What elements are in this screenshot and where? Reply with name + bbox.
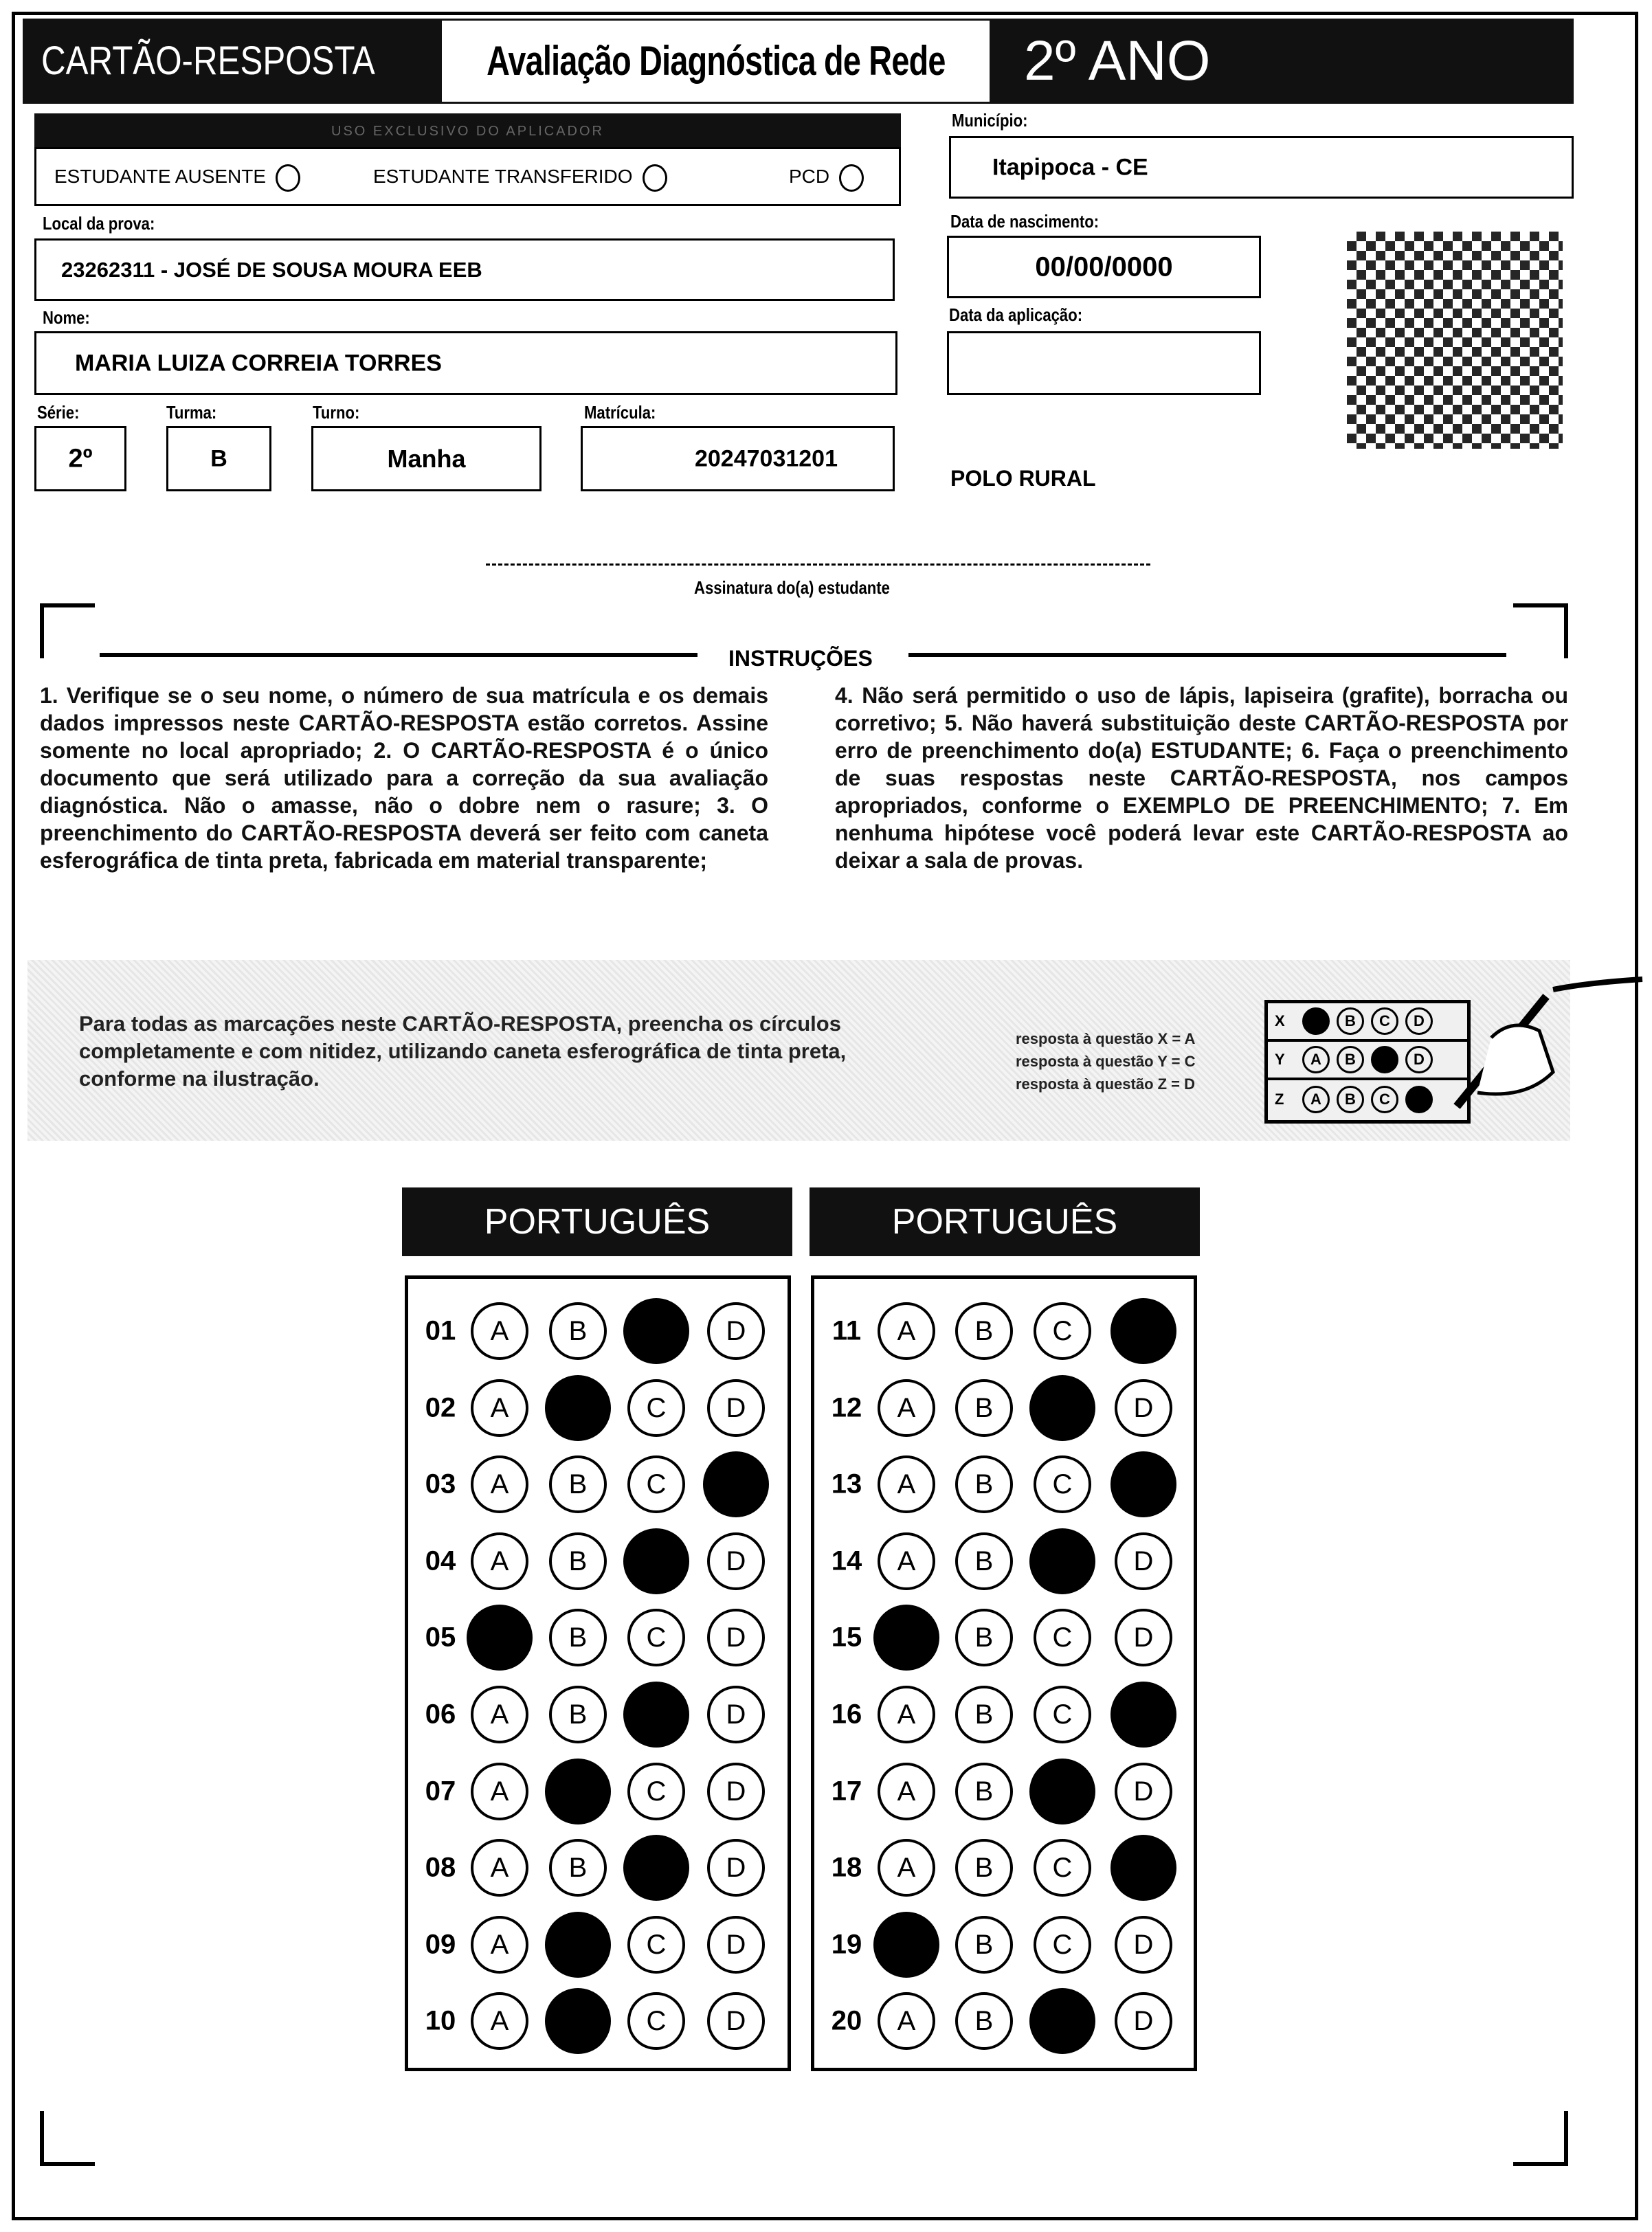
municipio-label: Município: xyxy=(952,110,1028,131)
question-number: 08 xyxy=(425,1852,456,1883)
answer-bubble-d[interactable] xyxy=(1110,1298,1176,1364)
answer-bubble-c[interactable] xyxy=(623,1682,689,1748)
answer-bubble-a[interactable]: A xyxy=(878,1992,935,2050)
answer-bubble-c[interactable]: C xyxy=(1034,1609,1091,1666)
example-question: X xyxy=(1275,1012,1285,1029)
corner-mark-br xyxy=(1513,2111,1568,2166)
answer-bubble-c[interactable] xyxy=(623,1835,689,1901)
answer-bubble-c[interactable] xyxy=(623,1298,689,1364)
question-number: 01 xyxy=(425,1315,456,1346)
section-header: PORTUGUÊS xyxy=(402,1187,792,1256)
answer-bubble-d[interactable]: D xyxy=(707,1302,765,1360)
corner-mark-tl xyxy=(40,603,95,658)
turno-value: Manha xyxy=(387,444,466,473)
answer-bubble-c[interactable]: C xyxy=(1034,1302,1091,1360)
answer-bubble-b[interactable]: B xyxy=(955,1455,1013,1513)
question-number: 09 xyxy=(425,1929,456,1960)
matricula-field xyxy=(581,426,895,491)
answer-bubble-c[interactable]: C xyxy=(1034,1455,1091,1513)
municipio-field xyxy=(949,136,1574,199)
question-number: 05 xyxy=(425,1622,456,1653)
pen-hand-icon xyxy=(1450,969,1649,1120)
absent-label: ESTUDANTE AUSENTE xyxy=(54,166,267,187)
answer-bubble-d[interactable]: D xyxy=(707,1609,765,1666)
exam-title-box xyxy=(440,19,992,104)
example-bubble: C xyxy=(1371,1007,1398,1035)
question-number: 10 xyxy=(425,2005,456,2036)
answer-bubble-c[interactable]: C xyxy=(1034,1916,1091,1974)
example-bubble: A xyxy=(1302,1046,1330,1073)
answer-bubble-a[interactable]: A xyxy=(471,1455,528,1513)
answer-bubble-d[interactable]: D xyxy=(707,1916,765,1974)
example-row xyxy=(1268,1042,1467,1080)
answer-bubble-a[interactable] xyxy=(873,1605,939,1671)
answer-bubble-d[interactable]: D xyxy=(1115,1992,1172,2050)
answer-bubble-a[interactable]: A xyxy=(471,1763,528,1820)
answer-bubble-d[interactable] xyxy=(703,1451,769,1517)
answer-bubble-b[interactable] xyxy=(545,1375,611,1441)
answer-bubble-d[interactable]: D xyxy=(707,1379,765,1437)
answer-bubble-b[interactable]: B xyxy=(549,1839,607,1897)
answer-bubble-c[interactable] xyxy=(1029,1528,1095,1594)
example-line: resposta à questão Y = C xyxy=(1016,1053,1196,1070)
answer-bubble-b[interactable]: B xyxy=(549,1609,607,1666)
question-number: 19 xyxy=(831,1929,862,1960)
card-label: CARTÃO-RESPOSTA xyxy=(41,38,375,83)
answer-bubble-b[interactable]: B xyxy=(955,1302,1013,1360)
answer-bubble-b[interactable]: B xyxy=(955,1839,1013,1897)
qr-code xyxy=(1347,232,1563,449)
local-label: Local da prova: xyxy=(43,213,155,234)
example-row xyxy=(1268,1003,1467,1042)
example-bubble xyxy=(1302,1007,1330,1035)
answer-bubble-b[interactable]: B xyxy=(955,1686,1013,1743)
answer-bubble-a[interactable]: A xyxy=(878,1763,935,1820)
nome-value: MARIA LUIZA CORREIA TORRES xyxy=(75,350,442,376)
corner-mark-tr xyxy=(1513,603,1568,658)
fill-example-text: Para todas as marcações neste CARTÃO-RESPOSTA, preencha os círculos completamente e com nitidez, utilizando caneta esferográfica de tinta preta, conforme na ilustração. xyxy=(79,1012,847,1091)
signature-line[interactable] xyxy=(486,563,1150,566)
answer-bubble-c[interactable] xyxy=(1029,1375,1095,1441)
corner-mark-bl xyxy=(40,2111,95,2166)
question-number: 18 xyxy=(831,1852,862,1883)
pcd-label: PCD xyxy=(789,166,830,187)
answer-bubble-b[interactable]: B xyxy=(549,1455,607,1513)
answer-bubble-c[interactable]: C xyxy=(627,1916,685,1974)
serie-label: Série: xyxy=(37,402,80,423)
question-number: 15 xyxy=(831,1622,862,1653)
example-bubble: A xyxy=(1302,1086,1330,1113)
example-legend xyxy=(1016,1027,1195,1095)
answer-bubble-c[interactable]: C xyxy=(1034,1686,1091,1743)
example-bubble: D xyxy=(1405,1007,1433,1035)
nascimento-label: Data de nascimento: xyxy=(950,211,1100,232)
pcd-circle[interactable] xyxy=(839,164,864,192)
answer-bubble-a[interactable]: A xyxy=(878,1686,935,1743)
serie-value: 2º xyxy=(68,444,93,473)
absent-option[interactable] xyxy=(54,149,300,204)
answer-bubble-b[interactable]: B xyxy=(549,1532,607,1590)
nascimento-field xyxy=(947,236,1261,298)
section-header: PORTUGUÊS xyxy=(810,1187,1200,1256)
local-value: 23262311 - JOSÉ DE SOUSA MOURA EEB xyxy=(61,257,482,282)
answer-bubble-d[interactable] xyxy=(1110,1451,1176,1517)
answer-bubble-a[interactable]: A xyxy=(471,1916,528,1974)
answer-bubble-a[interactable]: A xyxy=(878,1839,935,1897)
question-number: 14 xyxy=(831,1545,862,1576)
nascimento-value: 00/00/0000 xyxy=(1035,252,1173,282)
answer-bubble-a[interactable]: A xyxy=(471,1379,528,1437)
instructions-title: INSTRUÇÕES xyxy=(728,646,873,671)
example-row xyxy=(1268,1080,1467,1119)
answer-bubble-a[interactable] xyxy=(467,1605,533,1671)
question-number: 07 xyxy=(425,1776,456,1807)
answer-bubble-c[interactable]: C xyxy=(627,1455,685,1513)
answer-bubble-b[interactable]: B xyxy=(549,1302,607,1360)
example-question: Z xyxy=(1275,1091,1284,1108)
aplicacao-label: Data da aplicação: xyxy=(949,304,1083,325)
answer-bubble-b[interactable]: B xyxy=(955,1379,1013,1437)
answer-bubble-c[interactable]: C xyxy=(627,1379,685,1437)
question-number: 11 xyxy=(831,1315,862,1346)
example-bubble xyxy=(1371,1046,1398,1073)
example-grid xyxy=(1264,1000,1471,1124)
example-bubble: D xyxy=(1405,1046,1433,1073)
transferred-circle[interactable] xyxy=(643,164,667,192)
nome-label: Nome: xyxy=(43,307,90,328)
answer-bubble-d[interactable] xyxy=(1110,1682,1176,1748)
answer-bubble-c[interactable] xyxy=(1029,1759,1095,1824)
absent-circle[interactable] xyxy=(276,164,300,192)
answer-bubble-a[interactable]: A xyxy=(471,1532,528,1590)
pcd-option[interactable] xyxy=(789,149,864,204)
transferred-option[interactable] xyxy=(373,149,667,204)
answer-bubble-a[interactable]: A xyxy=(878,1455,935,1513)
local-field xyxy=(34,238,895,301)
answer-bubble-c[interactable]: C xyxy=(627,1992,685,2050)
answer-bubble-b[interactable]: B xyxy=(955,1609,1013,1666)
answer-bubble-d[interactable]: D xyxy=(707,1839,765,1897)
instructions-rule-right xyxy=(908,653,1506,657)
answer-bubble-b[interactable] xyxy=(545,1912,611,1978)
answer-bubble-b[interactable]: B xyxy=(955,1532,1013,1590)
answer-bubble-d[interactable]: D xyxy=(707,1686,765,1743)
answer-bubble-a[interactable] xyxy=(873,1912,939,1978)
example-line: resposta à questão X = A xyxy=(1016,1030,1196,1047)
municipio-value: Itapipoca - CE xyxy=(992,154,1148,180)
question-number: 06 xyxy=(425,1699,456,1730)
applicator-box xyxy=(34,147,901,206)
question-number: 12 xyxy=(831,1392,862,1423)
answer-bubble-d[interactable]: D xyxy=(707,1763,765,1820)
answer-bubble-d[interactable]: D xyxy=(1115,1532,1172,1590)
question-number: 20 xyxy=(831,2005,862,2036)
question-number: 03 xyxy=(425,1469,456,1499)
answer-bubble-a[interactable]: A xyxy=(471,1686,528,1743)
answer-bubble-a[interactable]: A xyxy=(878,1302,935,1360)
turma-label: Turma: xyxy=(166,402,217,423)
aplicacao-field[interactable] xyxy=(947,331,1261,395)
question-number: 13 xyxy=(831,1469,862,1499)
turno-field xyxy=(311,426,542,491)
example-question: Y xyxy=(1275,1051,1285,1068)
answer-bubble-a[interactable]: A xyxy=(471,1839,528,1897)
answer-bubble-d[interactable] xyxy=(1110,1835,1176,1901)
answer-bubble-a[interactable]: A xyxy=(878,1532,935,1590)
answer-bubble-b[interactable]: B xyxy=(955,1992,1013,2050)
answer-bubble-d[interactable]: D xyxy=(707,1992,765,2050)
example-bubble: C xyxy=(1371,1086,1398,1113)
question-number: 16 xyxy=(831,1699,862,1730)
answer-bubble-d[interactable]: D xyxy=(1115,1379,1172,1437)
matricula-value: 20247031201 xyxy=(694,445,838,471)
answer-bubble-a[interactable]: A xyxy=(471,1992,528,2050)
question-number: 04 xyxy=(425,1545,456,1576)
answer-bubble-b[interactable]: B xyxy=(955,1763,1013,1820)
answer-bubble-a[interactable]: A xyxy=(471,1302,528,1360)
instructions-right: 4. Não será permitido o uso de lápis, lapiseira (grafite), borracha ou corretivo; 5. Não haverá substituição deste CARTÃO-RESPOSTA por erro de preenchimento do(a) ESTUDANTE; 6. Faça o preenchimento de suas respostas neste CARTÃO-RESPOSTA, nos campos apropriados, conforme o EXEMPLO DE PREENCHIMENTO; 7. Em nenhuma hipótese você poderá levar este CARTÃO-RESPOSTA ao deixar a sala de provas. xyxy=(835,683,1568,873)
example-bubble: B xyxy=(1337,1046,1364,1073)
instructions-left: 1. Verifique se o seu nome, o número de sua matrícula e os demais dados impressos neste CARTÃO-RESPOSTA estão corretos. Assine somente no local apropriado; 2. O CARTÃO-RESPOSTA é o único documento que será utilizado para a correção da sua avaliação diagnóstica. Não o amasse, não o dobre nem o rasure; 3. O preenchimento do CARTÃO-RESPOSTA deverá ser feito com caneta esferográfica de tinta preta, fabricada em material transparente; xyxy=(40,683,768,873)
answer-bubble-a[interactable]: A xyxy=(878,1379,935,1437)
answer-bubble-c[interactable]: C xyxy=(1034,1839,1091,1897)
example-bubble xyxy=(1405,1086,1433,1113)
answer-bubble-c[interactable] xyxy=(623,1528,689,1594)
grade-label: 2º ANO xyxy=(1024,30,1211,92)
answer-bubble-d[interactable]: D xyxy=(1115,1916,1172,1974)
example-bubble: B xyxy=(1337,1007,1364,1035)
signature-label: Assinatura do(a) estudante xyxy=(694,577,890,598)
answer-bubble-c[interactable]: C xyxy=(627,1763,685,1820)
instructions-rule-left xyxy=(100,653,697,657)
answer-bubble-d[interactable]: D xyxy=(1115,1763,1172,1820)
polo-label: POLO RURAL xyxy=(950,466,1096,491)
turno-label: Turno: xyxy=(313,402,360,423)
answer-bubble-b[interactable] xyxy=(545,1988,611,2054)
matricula-label: Matrícula: xyxy=(584,402,656,423)
transferred-label: ESTUDANTE TRANSFERIDO xyxy=(373,166,633,187)
answer-bubble-c[interactable] xyxy=(1029,1988,1095,2054)
nome-field xyxy=(34,331,897,395)
question-number: 02 xyxy=(425,1392,456,1423)
turma-value: B xyxy=(210,445,227,471)
turma-field xyxy=(166,426,271,491)
serie-field xyxy=(34,426,126,491)
example-bubble: B xyxy=(1337,1086,1364,1113)
answer-bubble-d[interactable]: D xyxy=(707,1532,765,1590)
answer-bubble-c[interactable]: C xyxy=(627,1609,685,1666)
applicator-strip: USO EXCLUSIVO DO APLICADOR xyxy=(34,113,901,149)
answer-bubble-d[interactable]: D xyxy=(1115,1609,1172,1666)
example-line: resposta à questão Z = D xyxy=(1016,1075,1196,1093)
exam-title: Avaliação Diagnóstica de Rede xyxy=(486,38,946,84)
answer-bubble-b[interactable]: B xyxy=(955,1916,1013,1974)
question-number: 17 xyxy=(831,1776,862,1807)
answer-bubble-b[interactable] xyxy=(545,1759,611,1824)
answer-bubble-b[interactable]: B xyxy=(549,1686,607,1743)
